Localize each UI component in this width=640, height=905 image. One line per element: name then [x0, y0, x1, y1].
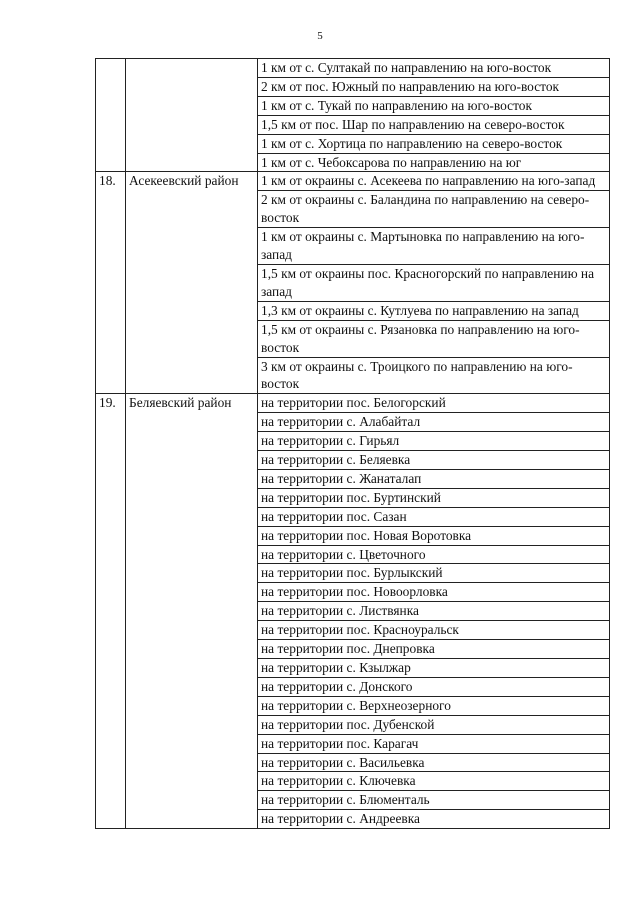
location-cell: на территории пос. Буртинский	[258, 488, 610, 507]
location-cell: 1 км от с. Султакай по направлению на юго-восток	[258, 59, 610, 78]
table-row	[96, 172, 610, 191]
location-cell: на территории с. Андреевка	[258, 810, 610, 829]
table-row	[96, 394, 610, 413]
location-cell: 1,5 км от пос. Шар по направлению на северо-восток	[258, 115, 610, 134]
row-number: 19.	[96, 394, 126, 829]
location-cell: 2 км от окраины с. Баландина по направлению на северо-восток	[258, 191, 610, 228]
row-number: 18.	[96, 172, 126, 394]
location-cell: на территории с. Верхнеозерного	[258, 696, 610, 715]
district-name: Асекеевский район	[126, 172, 258, 394]
location-cell: 1,3 км от окраины с. Кутлуева по направлению на запад	[258, 301, 610, 320]
location-cell: 1 км от с. Хортица по направлению на северо-восток	[258, 134, 610, 153]
location-cell: на территории пос. Новоорловка	[258, 583, 610, 602]
page-number: 5	[317, 30, 323, 42]
location-cell: на территории с. Кзылжар	[258, 659, 610, 678]
location-cell: на территории пос. Новая Воротовка	[258, 526, 610, 545]
location-cell: на территории пос. Дубенской	[258, 715, 610, 734]
location-cell: на территории с. Жанаталап	[258, 469, 610, 488]
location-cell: на территории пос. Днепровка	[258, 640, 610, 659]
table-row	[96, 59, 610, 78]
location-cell: 1,5 км от окраины пос. Красногорский по направлению на запад	[258, 264, 610, 301]
location-cell: 1 км от с. Чебоксарова по направлению на юг	[258, 153, 610, 172]
table-body	[96, 59, 610, 829]
location-cell: на территории пос. Белогорский	[258, 394, 610, 413]
district-name: Беляевский район	[126, 394, 258, 829]
locations-table	[95, 58, 610, 829]
location-cell: на территории с. Беляевка	[258, 451, 610, 470]
location-cell: на территории с. Гирьял	[258, 432, 610, 451]
location-cell: 2 км от пос. Южный по направлению на юго-восток	[258, 77, 610, 96]
location-cell: на территории с. Цветочного	[258, 545, 610, 564]
location-cell: на территории с. Ключевка	[258, 772, 610, 791]
location-cell: 1 км от окраины с. Асекеева по направлению на юго-запад	[258, 172, 610, 191]
location-cell: на территории пос. Красноуральск	[258, 621, 610, 640]
district-name	[126, 59, 258, 172]
location-cell: 1 км от окраины с. Мартыновка по направлению на юго-запад	[258, 228, 610, 265]
location-cell: на территории с. Листвянка	[258, 602, 610, 621]
location-cell: 1,5 км от окраины с. Рязановка по направлению на юго-восток	[258, 320, 610, 357]
location-cell: на территории пос. Сазан	[258, 507, 610, 526]
location-cell: 1 км от с. Тукай по направлению на юго-восток	[258, 96, 610, 115]
location-cell: на территории пос. Бурлыкский	[258, 564, 610, 583]
location-cell: на территории пос. Карагач	[258, 734, 610, 753]
location-cell: на территории с. Алабайтал	[258, 413, 610, 432]
location-cell: на территории с. Васильевка	[258, 753, 610, 772]
location-cell: на территории с. Донского	[258, 677, 610, 696]
location-cell: 3 км от окраины с. Троицкого по направлению на юго-восток	[258, 357, 610, 394]
location-cell: на территории с. Блюменталь	[258, 791, 610, 810]
row-number	[96, 59, 126, 172]
